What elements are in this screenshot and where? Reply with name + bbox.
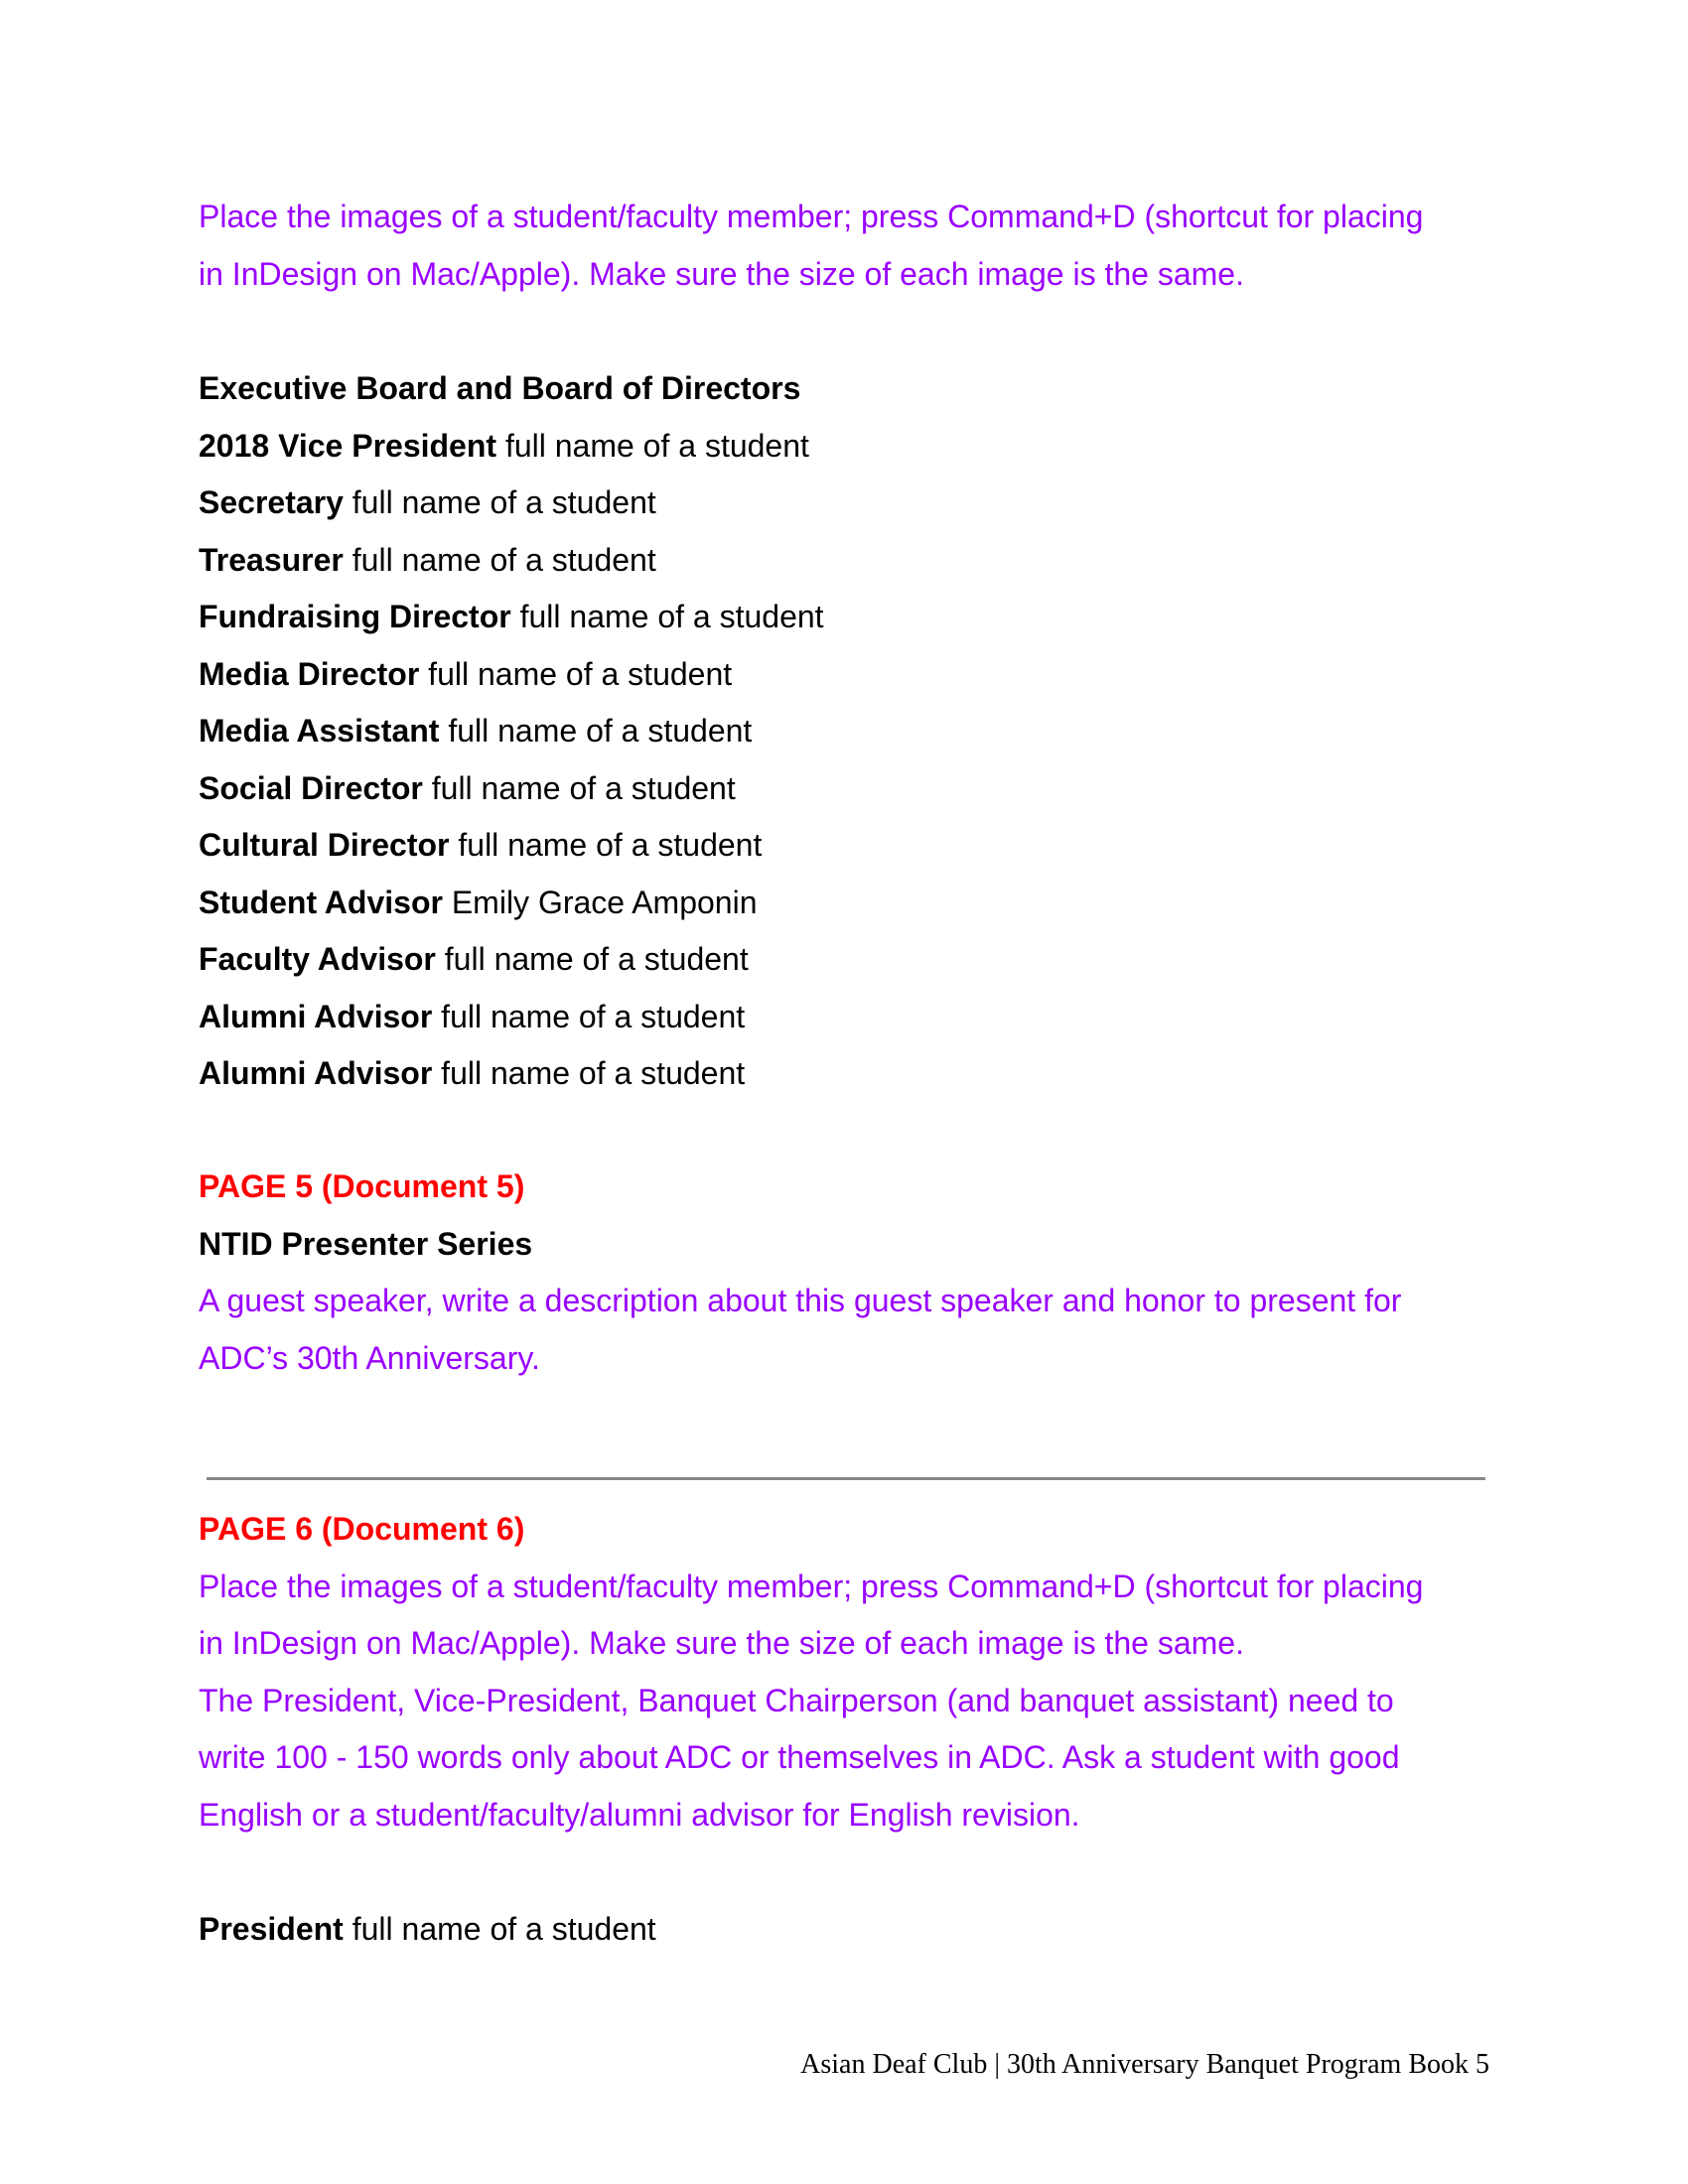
member-name: full name of a student	[444, 941, 749, 977]
member-role: Alumni Advisor	[199, 998, 433, 1034]
president-entry	[199, 1901, 1489, 1959]
member-name: full name of a student	[428, 655, 733, 692]
page5-heading: NTID Presenter Series	[199, 1225, 533, 1262]
member-name: full name of a student	[504, 427, 809, 464]
intro-line-1: Place the images of a student/faculty member; press Command+D (shortcut for placing	[199, 199, 1424, 234]
member-role: Student Advisor	[199, 884, 443, 920]
page5-desc-line-1: A guest speaker, write a description about this guest speaker and honor to present for	[199, 1283, 1402, 1318]
member-name: full name of a student	[352, 541, 656, 578]
page-footer: Asian Deaf Club | 30th Anniversary Banquet Program Book 5	[800, 2049, 1489, 2080]
member-name: full name of a student	[458, 827, 763, 863]
page6-section	[199, 1501, 1489, 1843]
page5-label: PAGE 5 (Document 5)	[199, 1168, 525, 1204]
president-role: President	[199, 1911, 344, 1947]
board-member	[199, 418, 1489, 476]
member-role: Secretary	[199, 484, 344, 520]
intro-instructions	[199, 189, 1489, 303]
page6-line-4: write 100 - 150 words only about ADC or themselves in ADC. Ask a student with good	[199, 1739, 1400, 1775]
board-member	[199, 475, 1489, 532]
member-name: full name of a student	[441, 998, 746, 1034]
board-member	[199, 875, 1489, 932]
board-member	[199, 760, 1489, 818]
member-role: Faculty Advisor	[199, 941, 436, 977]
member-role: Fundraising Director	[199, 599, 511, 634]
page5-section	[199, 1159, 1489, 1387]
member-role: Treasurer	[199, 541, 344, 578]
member-name: full name of a student	[441, 1055, 746, 1091]
president-name: full name of a student	[352, 1911, 656, 1947]
member-name: full name of a student	[519, 599, 824, 634]
president-line	[199, 1901, 1489, 1959]
page6-line-5: English or a student/faculty/alumni advisor for English revision.	[199, 1796, 1080, 1833]
page6-line-3: The President, Vice-President, Banquet Chairperson (and banquet assistant) need to	[199, 1682, 1394, 1718]
member-name: full name of a student	[448, 713, 753, 749]
board-member	[199, 1045, 1489, 1103]
member-name: Emily Grace Amponin	[451, 884, 758, 920]
board-member	[199, 931, 1489, 989]
board-member	[199, 646, 1489, 704]
member-role: Social Director	[199, 769, 423, 806]
member-role: Media Director	[199, 655, 420, 692]
board-member	[199, 817, 1489, 875]
page6-line-1: Place the images of a student/faculty member; press Command+D (shortcut for placing	[199, 1568, 1424, 1604]
page6-line-2: in InDesign on Mac/Apple). Make sure the size of each image is the same.	[199, 1625, 1244, 1661]
member-name: full name of a student	[352, 484, 656, 520]
section-divider	[207, 1477, 1485, 1480]
intro-line-2: in InDesign on Mac/Apple). Make sure the size of each image is the same.	[199, 255, 1244, 292]
member-role: Cultural Director	[199, 827, 450, 863]
page5-desc-line-2: ADC’s 30th Anniversary.	[199, 1339, 540, 1376]
member-name: full name of a student	[431, 769, 736, 806]
board-member	[199, 532, 1489, 590]
board-heading: Executive Board and Board of Directors	[199, 370, 801, 406]
member-role: Media Assistant	[199, 713, 440, 749]
member-role: 2018 Vice President	[199, 427, 497, 464]
board-section	[199, 360, 1489, 1103]
page6-label: PAGE 6 (Document 6)	[199, 1511, 525, 1547]
board-member	[199, 989, 1489, 1046]
member-role: Alumni Advisor	[199, 1055, 433, 1091]
board-member	[199, 589, 1489, 646]
board-member	[199, 703, 1489, 760]
